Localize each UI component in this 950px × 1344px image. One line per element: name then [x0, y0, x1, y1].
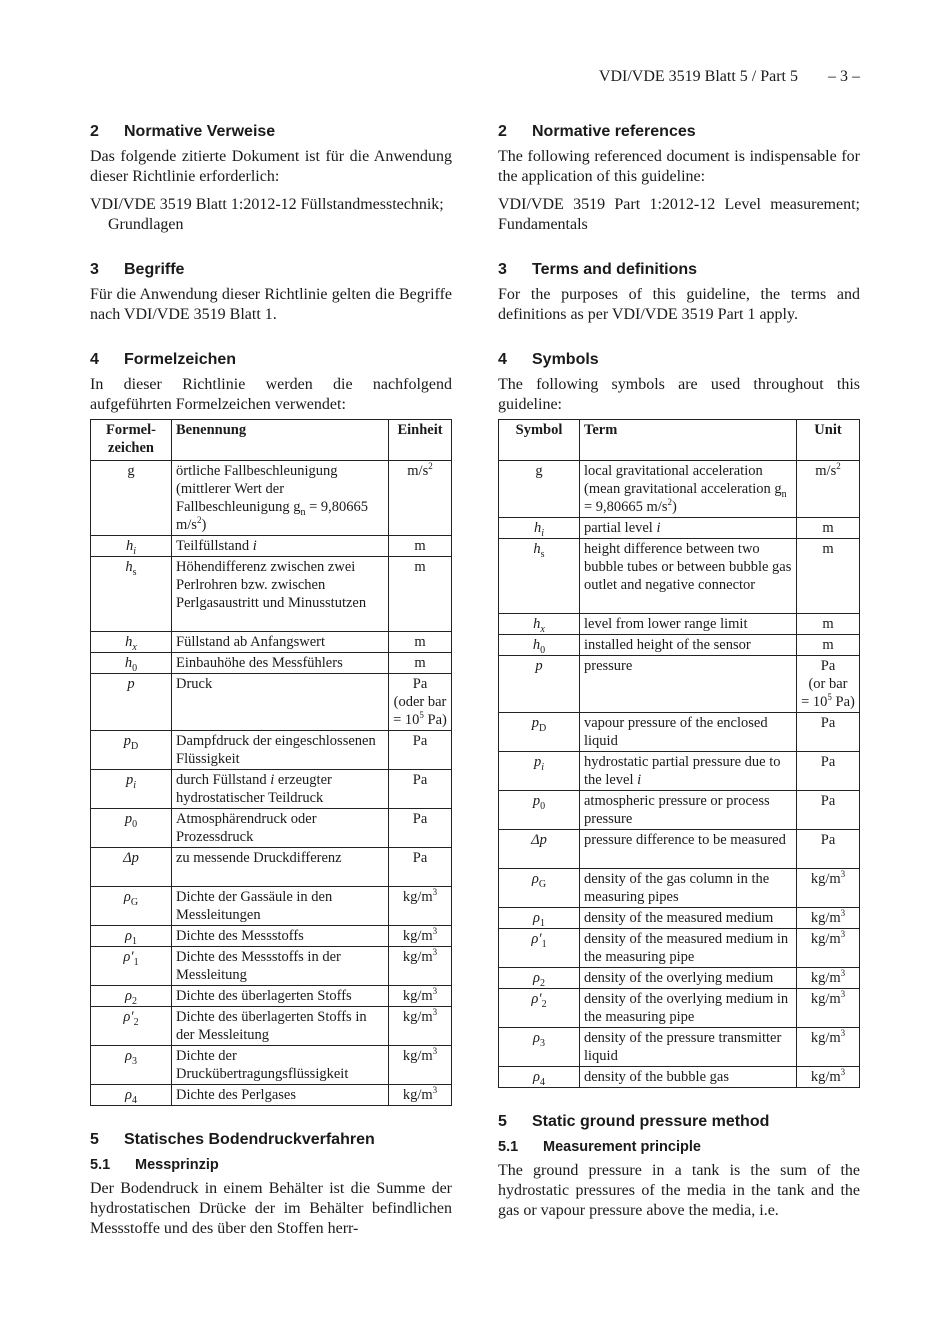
heading-normative-verweise: 2 Normative Verweise	[90, 123, 276, 140]
reference-entry: VDI/VDE 3519 Blatt 1:2012-12 Füllstandmesstechnik; Grundlagen	[90, 196, 444, 233]
paragraph-terms-definitions: For the purposes of this guideline, the terms and definitions as per VDI/VDE 3519 Part 1 apply.	[498, 286, 860, 323]
symbol-cell: $p_D$	[499, 713, 580, 752]
symbol-cell: $\rho_4$	[91, 1085, 172, 1106]
unit-cell: $kg/m^3$	[389, 1085, 452, 1106]
unit-cell: $m/s^2$	[797, 461, 860, 518]
unit-cell: $kg/m^3$	[389, 947, 452, 986]
table-row	[499, 518, 860, 539]
unit-cell: Pa	[797, 791, 860, 830]
term-cell: durch Füllstand i erzeugter hydrostatischer Teildruck	[172, 770, 389, 809]
term-cell: Dampfdruck der eingeschlossenen Flüssigkeit	[172, 731, 389, 770]
table-row	[499, 1067, 860, 1088]
unit-cell: Pa	[797, 752, 860, 791]
term-cell: level from lower range limit	[580, 614, 797, 635]
term-cell: partial level i	[580, 518, 797, 539]
table-row	[91, 986, 452, 1007]
heading-symbols: 4 Symbols	[498, 351, 599, 368]
term-cell: Druck	[172, 674, 389, 731]
symbol-cell: $h_i$	[91, 536, 172, 557]
term-cell: pressure difference to be measured	[580, 830, 797, 869]
symbol-cell: $\rho_1$	[499, 908, 580, 929]
term-cell: Füllstand ab Anfangswert	[172, 632, 389, 653]
term-cell: density of the bubble gas	[580, 1067, 797, 1088]
table-row	[91, 848, 452, 887]
unit-cell: Pa	[389, 809, 452, 848]
heading-statisches-bodendruckverfahren: 5 Statisches Bodendruckverfahren	[90, 1131, 375, 1148]
table-row	[91, 809, 452, 848]
unit-cell: m	[389, 557, 452, 632]
unit-cell: $kg/m^3$	[389, 1046, 452, 1085]
paragraph-formelzeichen: In dieser Richtlinie werden die nachfolgend aufgeführten Formelzeichen verwendet:	[90, 376, 452, 413]
unit-cell: m	[389, 653, 452, 674]
table-row	[499, 929, 860, 968]
table-row	[499, 1028, 860, 1067]
page-number: – 3 –	[828, 68, 860, 85]
symbol-cell: $\rho_3$	[91, 1046, 172, 1085]
symbol-cell: $h_0$	[499, 635, 580, 656]
paragraph-measurement-principle: The ground pressure in a tank is the sum of the hydrostatic pressures of the media in the tank and the gas or vapour pressure above the media, i.e.	[498, 1162, 860, 1219]
symbol-cell: $\rho'_2$	[499, 989, 580, 1028]
unit-cell: m	[797, 635, 860, 656]
paragraph-normative-verweise: Das folgende zitierte Dokument ist für die Anwendung dieser Richtlinie erforderlich:	[90, 148, 452, 185]
term-cell: Dichte des Perlgases	[172, 1085, 389, 1106]
unit-cell: $kg/m^3$	[389, 887, 452, 926]
term-cell: density of the pressure transmitter liquid	[580, 1028, 797, 1067]
symbols-table-en	[498, 419, 860, 1088]
unit-cell: $kg/m^3$	[797, 929, 860, 968]
symbol-cell: $\rho'_1$	[91, 947, 172, 986]
term-cell: density of the overlying medium in the measuring pipe	[580, 989, 797, 1028]
table-row	[499, 656, 860, 713]
symbol-cell: $h_s$	[499, 539, 580, 614]
table-row	[499, 461, 860, 518]
symbol-cell: $p_D$	[91, 731, 172, 770]
term-cell: zu messende Druckdifferenz	[172, 848, 389, 887]
symbol-cell: $p_0$	[499, 791, 580, 830]
table-row	[91, 770, 452, 809]
symbol-cell: $h_i$	[499, 518, 580, 539]
heading-messprinzip: 5.1 Messprinzip	[90, 1157, 219, 1173]
symbol-cell: p	[499, 656, 580, 713]
column-header-symbol: Formel- zeichen	[91, 420, 172, 461]
table-row	[499, 791, 860, 830]
unit-cell: Pa	[389, 770, 452, 809]
table-row	[499, 614, 860, 635]
table-row	[91, 674, 452, 731]
term-cell: Dichte des überlagerten Stoffs	[172, 986, 389, 1007]
table-row	[91, 1046, 452, 1085]
heading-terms-definitions: 3 Terms and definitions	[498, 261, 698, 278]
symbol-cell: g	[499, 461, 580, 518]
unit-cell: m	[797, 539, 860, 614]
heading-normative-references: 2 Normative references	[498, 123, 696, 140]
unit-cell: $kg/m^3$	[797, 1028, 860, 1067]
symbol-cell: $\rho'_1$	[499, 929, 580, 968]
symbol-cell: $p_i$	[91, 770, 172, 809]
symbol-cell: $h_x$	[91, 632, 172, 653]
symbol-cell: $\rho_G$	[91, 887, 172, 926]
table-row	[499, 539, 860, 614]
english-column	[498, 122, 860, 1221]
heading-static-ground-pressure: 5 Static ground pressure method	[498, 1113, 770, 1130]
unit-cell: $kg/m^3$	[389, 926, 452, 947]
term-cell: height difference between two bubble tubes or between bubble gas outlet and negative connector	[580, 539, 797, 614]
unit-cell: m	[389, 632, 452, 653]
column-header-unit: Einheit	[389, 420, 452, 461]
table-row	[91, 887, 452, 926]
unit-cell: m	[389, 536, 452, 557]
unit-cell: $kg/m^3$	[389, 1007, 452, 1046]
unit-cell: Pa	[797, 830, 860, 869]
paragraph-begriffe: Für die Anwendung dieser Richtlinie gelten die Begriffe nach VDI/VDE 3519 Blatt 1.	[90, 286, 452, 323]
term-cell: installed height of the sensor	[580, 635, 797, 656]
table-row	[499, 713, 860, 752]
unit-cell: $kg/m^3$	[389, 986, 452, 1007]
unit-cell: Pa (oder bar = $10^5$ Pa)	[389, 674, 452, 731]
german-column	[90, 122, 452, 1239]
term-cell: Teilfüllstand i	[172, 536, 389, 557]
reference-entry: VDI/VDE 3519 Part 1:2012-12 Level measurement; Fundamentals	[498, 196, 860, 233]
column-header-symbol: Symbol	[499, 420, 580, 461]
symbol-cell: p	[91, 674, 172, 731]
unit-cell: Pa (or bar = $10^5$ Pa)	[797, 656, 860, 713]
term-cell: Höhendifferenz zwischen zwei Perlrohren bzw. zwischen Perlgasaustritt und Minusstutzen	[172, 557, 389, 632]
term-cell: density of the gas column in the measuring pipes	[580, 869, 797, 908]
unit-cell: $kg/m^3$	[797, 908, 860, 929]
table-row	[499, 635, 860, 656]
term-cell: hydrostatic partial pressure due to the level i	[580, 752, 797, 791]
paragraph-messprinzip: Der Bodendruck in einem Behälter ist die Summe der hydrostatischen Drücke der im Behälter befindlichen Messstoffe und des über den Stoffen herr-	[90, 1180, 452, 1237]
paragraph-normative-references: The following referenced document is indispensable for the application of this guideline:	[498, 148, 860, 185]
heading-begriffe: 3 Begriffe	[90, 261, 185, 278]
running-header	[599, 68, 860, 86]
symbol-cell: $\rho_1$	[91, 926, 172, 947]
term-cell: density of the overlying medium	[580, 968, 797, 989]
table-row	[499, 908, 860, 929]
heading-measurement-principle: 5.1 Measurement principle	[498, 1139, 701, 1155]
symbol-cell: $\rho_3$	[499, 1028, 580, 1067]
table-row	[91, 536, 452, 557]
symbol-cell: Δp	[499, 830, 580, 869]
symbol-cell: g	[91, 461, 172, 536]
unit-cell: $m/s^2$	[389, 461, 452, 536]
term-cell: vapour pressure of the enclosed liquid	[580, 713, 797, 752]
symbol-cell: $\rho_G$	[499, 869, 580, 908]
symbol-cell: $\rho_2$	[91, 986, 172, 1007]
term-cell: Dichte des Messstoffs	[172, 926, 389, 947]
symbols-table-de	[90, 419, 452, 1106]
symbol-cell: $\rho_4$	[499, 1067, 580, 1088]
term-cell: pressure	[580, 656, 797, 713]
table-row	[499, 752, 860, 791]
unit-cell: m	[797, 614, 860, 635]
term-cell: local gravitational acceleration (mean gravitational acceleration $g_n = 9,80665$ $m/s^2$)	[580, 461, 797, 518]
table-row	[499, 830, 860, 869]
table-row	[499, 869, 860, 908]
term-cell: density of the measured medium in the measuring pipe	[580, 929, 797, 968]
term-cell: örtliche Fallbeschleunigung (mittlerer Wert der Fallbeschleunigung $g_n = 9,80665$ $m/s^2$)	[172, 461, 389, 536]
term-cell: Dichte des Messstoffs in der Messleitung	[172, 947, 389, 986]
term-cell: Dichte der Gassäule in den Messleitungen	[172, 887, 389, 926]
term-cell: atmospheric pressure or process pressure	[580, 791, 797, 830]
unit-cell: Pa	[389, 848, 452, 887]
term-cell: Atmosphärendruck oder Prozessdruck	[172, 809, 389, 848]
symbol-cell: $h_0$	[91, 653, 172, 674]
table-row	[499, 968, 860, 989]
column-header-term: Term	[580, 420, 797, 461]
term-cell: density of the measured medium	[580, 908, 797, 929]
table-row	[91, 653, 452, 674]
table-row	[91, 461, 452, 536]
table-row	[91, 557, 452, 632]
table-row	[91, 731, 452, 770]
table-row	[91, 1007, 452, 1046]
symbol-cell: $p_0$	[91, 809, 172, 848]
unit-cell: m	[797, 518, 860, 539]
unit-cell: Pa	[389, 731, 452, 770]
table-row	[91, 632, 452, 653]
unit-cell: Pa	[797, 713, 860, 752]
table-row	[499, 989, 860, 1028]
term-cell: Einbauhöhe des Messfühlers	[172, 653, 389, 674]
unit-cell: $kg/m^3$	[797, 869, 860, 908]
paragraph-symbols: The following symbols are used throughout this guideline:	[498, 376, 860, 413]
table-row	[91, 947, 452, 986]
column-header-term: Benennung	[172, 420, 389, 461]
symbol-cell: $\rho_2$	[499, 968, 580, 989]
table-row	[91, 926, 452, 947]
symbol-cell: $h_x$	[499, 614, 580, 635]
column-header-unit: Unit	[797, 420, 860, 461]
unit-cell: $kg/m^3$	[797, 1067, 860, 1088]
symbol-cell: $p_i$	[499, 752, 580, 791]
term-cell: Dichte des überlagerten Stoffs in der Messleitung	[172, 1007, 389, 1046]
table-row	[91, 1085, 452, 1106]
document-id: VDI/VDE 3519 Blatt 5 / Part 5	[598, 68, 798, 85]
symbol-cell: $\rho'_2$	[91, 1007, 172, 1046]
unit-cell: $kg/m^3$	[797, 989, 860, 1028]
term-cell: Dichte der Druckübertragungsflüssigkeit	[172, 1046, 389, 1085]
heading-formelzeichen: 4 Formelzeichen	[90, 351, 237, 368]
unit-cell: $kg/m^3$	[797, 968, 860, 989]
symbol-cell: Δp	[91, 848, 172, 887]
symbol-cell: $h_s$	[91, 557, 172, 632]
